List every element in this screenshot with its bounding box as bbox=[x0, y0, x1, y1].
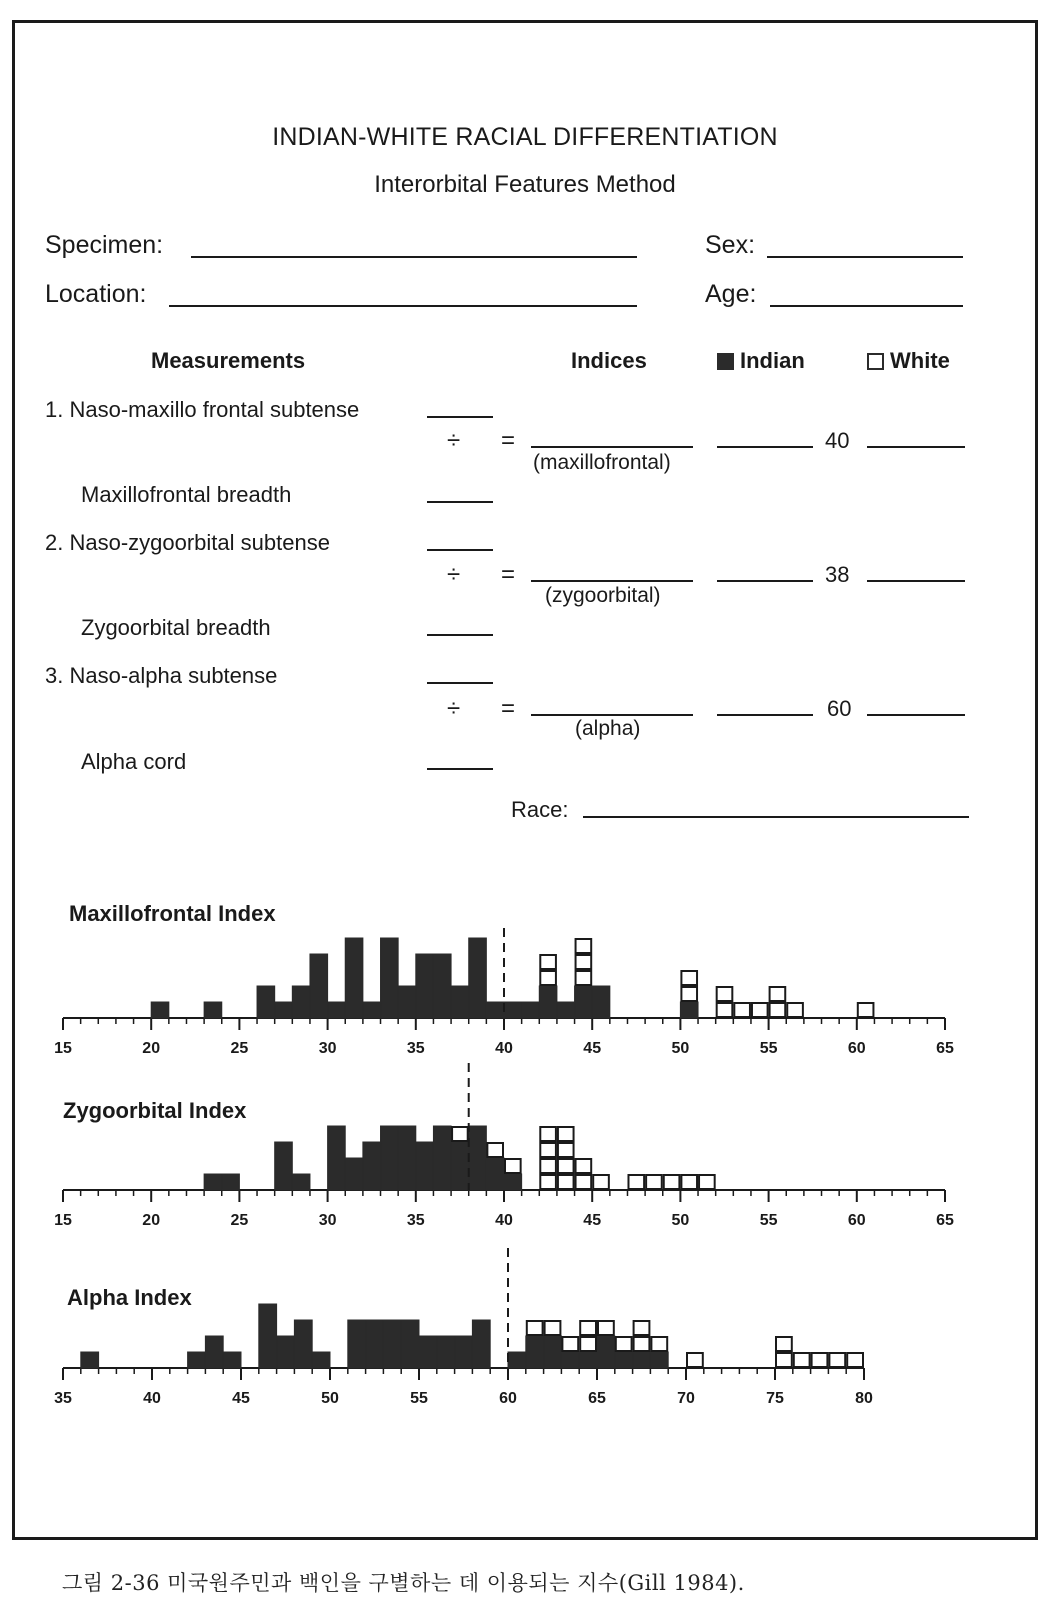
bar-indian bbox=[204, 1174, 222, 1190]
chart-title: Alpha Index bbox=[67, 1285, 192, 1310]
bar-white bbox=[580, 1321, 596, 1335]
bar-indian bbox=[151, 1002, 169, 1018]
bar-white bbox=[634, 1337, 650, 1351]
bar-indian bbox=[455, 1336, 473, 1368]
bar-indian bbox=[597, 1336, 615, 1368]
bar-indian bbox=[275, 1002, 293, 1018]
x-tick-label: 50 bbox=[321, 1390, 339, 1407]
bar-indian bbox=[650, 1352, 668, 1368]
bar-white bbox=[734, 1003, 750, 1017]
bar-white bbox=[558, 1175, 574, 1189]
bar-white bbox=[598, 1321, 614, 1335]
legend-indian-label: Indian bbox=[740, 348, 805, 373]
form-frame bbox=[12, 20, 1038, 1540]
bar-white bbox=[847, 1353, 863, 1367]
bar-indian bbox=[486, 1002, 504, 1018]
divide-symbol: ÷ bbox=[447, 427, 461, 454]
bar-indian bbox=[257, 986, 275, 1018]
bar-indian bbox=[544, 1336, 562, 1368]
x-tick-label: 40 bbox=[495, 1212, 513, 1229]
bar-white bbox=[646, 1175, 662, 1189]
bar-white bbox=[717, 987, 733, 1001]
bar-white bbox=[562, 1337, 578, 1351]
x-tick-label: 50 bbox=[671, 1212, 690, 1229]
bar-white bbox=[664, 1175, 680, 1189]
bar-indian bbox=[277, 1336, 295, 1368]
bar-indian bbox=[328, 1126, 346, 1190]
bar-indian bbox=[504, 1002, 522, 1018]
bar-indian bbox=[433, 954, 451, 1018]
legend-white-label: White bbox=[890, 348, 950, 373]
bar-white bbox=[540, 1175, 556, 1189]
indices-header: Indices bbox=[571, 348, 647, 373]
x-tick-label: 35 bbox=[406, 1040, 425, 1057]
bar-white bbox=[794, 1353, 810, 1367]
bar-white bbox=[616, 1337, 632, 1351]
bar-indian bbox=[522, 1002, 540, 1018]
x-tick-label: 35 bbox=[54, 1390, 72, 1407]
x-tick-label: 50 bbox=[671, 1040, 690, 1057]
measure-3a-label: 3. Naso-alpha subtense bbox=[45, 663, 278, 688]
bar-indian bbox=[592, 986, 610, 1018]
index-1-sectioning-point: 40 bbox=[825, 428, 850, 453]
bar-indian bbox=[508, 1352, 526, 1368]
bar-white bbox=[580, 1337, 596, 1351]
figure-caption: 그림 2-36 미국원주민과 백인을 구별하는 데 이용되는 지수(Gill 1984). bbox=[62, 1571, 745, 1595]
x-tick-label: 25 bbox=[230, 1040, 249, 1057]
bar-white bbox=[505, 1159, 521, 1173]
bar-indian bbox=[416, 954, 434, 1018]
x-tick-label: 45 bbox=[583, 1040, 602, 1057]
bar-indian bbox=[188, 1352, 206, 1368]
x-tick-label: 55 bbox=[759, 1212, 778, 1229]
bar-indian bbox=[328, 1002, 346, 1018]
histogram-charts bbox=[15, 23, 1035, 1537]
bar-white bbox=[687, 1353, 703, 1367]
bar-indian bbox=[363, 1002, 381, 1018]
bar-indian bbox=[204, 1002, 222, 1018]
bar-indian bbox=[437, 1336, 455, 1368]
measure-1a-label: 1. Naso-maxillo frontal subtense bbox=[45, 397, 360, 422]
bar-white bbox=[858, 1003, 874, 1017]
bar-white bbox=[540, 1143, 556, 1157]
measure-2a-label: 2. Naso-zygoorbital subtense bbox=[45, 530, 330, 555]
index-1-name: (maxillofrontal) bbox=[533, 451, 671, 474]
equals-symbol: = bbox=[501, 427, 516, 454]
bar-indian bbox=[486, 1158, 504, 1190]
bar-indian bbox=[223, 1352, 241, 1368]
x-tick-label: 55 bbox=[759, 1040, 778, 1057]
bar-indian bbox=[557, 1002, 575, 1018]
bar-white bbox=[540, 1127, 556, 1141]
bar-indian bbox=[469, 1126, 487, 1190]
x-tick-label: 60 bbox=[847, 1212, 866, 1229]
bar-white bbox=[776, 1353, 792, 1367]
bar-indian bbox=[381, 1126, 399, 1190]
x-tick-label: 30 bbox=[318, 1212, 337, 1229]
age-label: Age: bbox=[705, 280, 757, 308]
x-tick-label: 30 bbox=[318, 1040, 337, 1057]
bar-indian bbox=[398, 1126, 416, 1190]
x-tick-label: 20 bbox=[142, 1212, 161, 1229]
bar-white bbox=[452, 1127, 468, 1141]
x-tick-label: 45 bbox=[232, 1390, 250, 1407]
bar-indian bbox=[561, 1352, 579, 1368]
x-tick-label: 70 bbox=[677, 1390, 695, 1407]
bar-white bbox=[787, 1003, 803, 1017]
measurements-header: Measurements bbox=[151, 348, 306, 373]
x-tick-label: 65 bbox=[936, 1040, 954, 1057]
bar-indian bbox=[575, 986, 593, 1018]
bar-white bbox=[628, 1175, 644, 1189]
bar-indian bbox=[526, 1336, 544, 1368]
form-subtitle: Interorbital Features Method bbox=[374, 171, 676, 198]
bar-indian bbox=[419, 1336, 437, 1368]
bar-white bbox=[770, 987, 786, 1001]
bar-indian bbox=[259, 1304, 277, 1368]
x-tick-label: 80 bbox=[855, 1390, 873, 1407]
bar-indian bbox=[348, 1320, 366, 1368]
location-label: Location: bbox=[45, 280, 147, 308]
bar-indian bbox=[222, 1174, 240, 1190]
x-tick-label: 75 bbox=[766, 1390, 784, 1407]
form-title: INDIAN-WHITE RACIAL DIFFERENTIATION bbox=[272, 123, 778, 151]
bar-white bbox=[770, 1003, 786, 1017]
x-tick-label: 15 bbox=[54, 1040, 72, 1057]
x-tick-label: 15 bbox=[54, 1212, 72, 1229]
index-2-sectioning-point: 38 bbox=[825, 562, 850, 587]
equals-symbol: = bbox=[501, 695, 516, 722]
bar-indian bbox=[433, 1126, 451, 1190]
bar-indian bbox=[275, 1142, 293, 1190]
bar-indian bbox=[363, 1142, 381, 1190]
bar-indian bbox=[504, 1174, 522, 1190]
bar-white bbox=[651, 1337, 667, 1351]
divide-symbol: ÷ bbox=[447, 695, 461, 722]
bar-indian bbox=[294, 1320, 312, 1368]
bar-indian bbox=[292, 986, 310, 1018]
bar-indian bbox=[345, 938, 363, 1018]
bar-white bbox=[681, 971, 697, 985]
bar-white bbox=[752, 1003, 768, 1017]
measure-1b-label: Maxillofrontal breadth bbox=[81, 482, 292, 507]
x-tick-label: 60 bbox=[847, 1040, 866, 1057]
chart-title: Maxillofrontal Index bbox=[69, 901, 276, 926]
equals-symbol: = bbox=[501, 561, 516, 588]
bar-white bbox=[634, 1321, 650, 1335]
index-3-sectioning-point: 60 bbox=[827, 696, 852, 721]
x-tick-label: 55 bbox=[410, 1390, 428, 1407]
bar-indian bbox=[401, 1320, 419, 1368]
bar-white bbox=[717, 1003, 733, 1017]
x-tick-label: 40 bbox=[495, 1040, 513, 1057]
race-label: Race: bbox=[511, 797, 569, 822]
index-2-name: (zygoorbital) bbox=[545, 584, 661, 607]
bar-white bbox=[681, 1175, 697, 1189]
bar-indian bbox=[680, 1002, 698, 1018]
bar-indian bbox=[345, 1158, 363, 1190]
bar-indian bbox=[579, 1352, 597, 1368]
bar-indian bbox=[398, 986, 416, 1018]
bar-white bbox=[576, 939, 592, 953]
bar-indian bbox=[469, 938, 487, 1018]
bar-white bbox=[527, 1321, 543, 1335]
bar-indian bbox=[310, 954, 328, 1018]
bar-white bbox=[558, 1159, 574, 1173]
bar-indian bbox=[381, 938, 399, 1018]
bar-indian bbox=[472, 1320, 490, 1368]
bar-white bbox=[487, 1143, 503, 1157]
bar-white bbox=[593, 1175, 609, 1189]
bar-indian bbox=[416, 1142, 434, 1190]
bar-indian bbox=[312, 1352, 330, 1368]
chart-title: Zygoorbital Index bbox=[63, 1098, 247, 1123]
bar-white bbox=[545, 1321, 561, 1335]
bar-white bbox=[576, 971, 592, 985]
bar-white bbox=[558, 1143, 574, 1157]
bar-white bbox=[576, 1159, 592, 1173]
bar-indian bbox=[81, 1352, 99, 1368]
x-tick-label: 45 bbox=[583, 1212, 602, 1229]
bar-white bbox=[681, 987, 697, 1001]
x-tick-label: 60 bbox=[499, 1390, 517, 1407]
bar-white bbox=[558, 1127, 574, 1141]
bar-white bbox=[576, 955, 592, 969]
bar-indian bbox=[539, 986, 557, 1018]
x-tick-label: 65 bbox=[588, 1390, 606, 1407]
x-tick-label: 35 bbox=[406, 1212, 425, 1229]
bar-indian bbox=[292, 1174, 310, 1190]
sex-label: Sex: bbox=[705, 231, 756, 259]
bar-indian bbox=[366, 1320, 384, 1368]
bar-white bbox=[699, 1175, 715, 1189]
specimen-label: Specimen: bbox=[45, 231, 164, 259]
measure-3b-label: Alpha cord bbox=[81, 749, 187, 774]
x-tick-label: 65 bbox=[936, 1212, 954, 1229]
bar-white bbox=[576, 1175, 592, 1189]
bar-indian bbox=[451, 1142, 469, 1190]
bar-white bbox=[540, 1159, 556, 1173]
bar-indian bbox=[383, 1320, 401, 1368]
x-tick-label: 20 bbox=[142, 1040, 161, 1057]
bar-white bbox=[776, 1337, 792, 1351]
bar-white bbox=[540, 971, 556, 985]
bar-indian bbox=[615, 1352, 633, 1368]
bar-white bbox=[812, 1353, 828, 1367]
bar-indian bbox=[205, 1336, 223, 1368]
bar-indian bbox=[451, 986, 469, 1018]
bar-white bbox=[829, 1353, 845, 1367]
bar-indian bbox=[633, 1352, 651, 1368]
x-tick-label: 40 bbox=[143, 1390, 161, 1407]
x-tick-label: 25 bbox=[230, 1212, 249, 1229]
index-3-name: (alpha) bbox=[575, 717, 641, 740]
measure-2b-label: Zygoorbital breadth bbox=[81, 615, 271, 640]
divide-symbol: ÷ bbox=[447, 561, 461, 588]
bar-white bbox=[540, 955, 556, 969]
